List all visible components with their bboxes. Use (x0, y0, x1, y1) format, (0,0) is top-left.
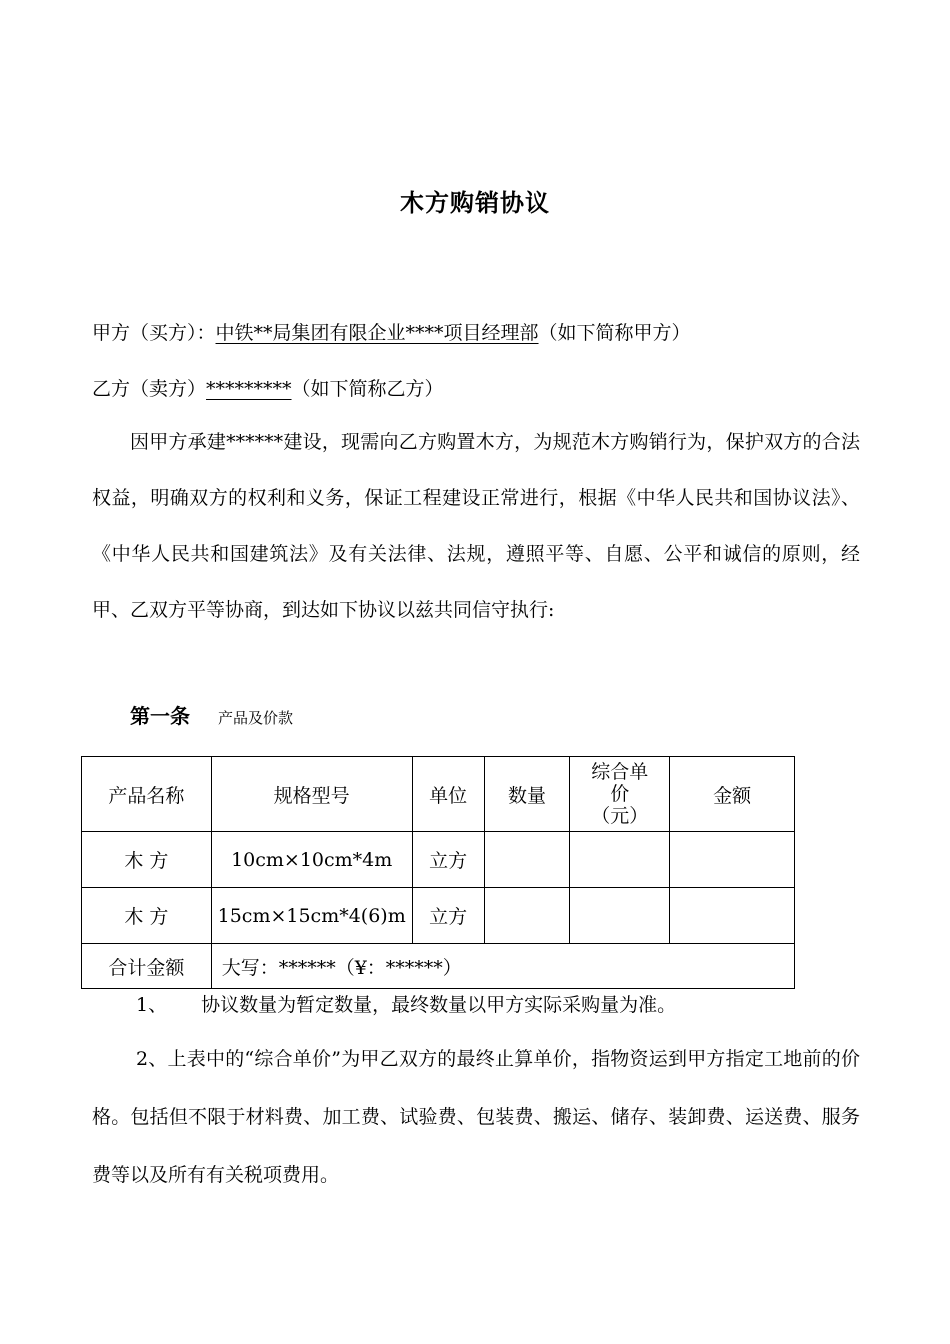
party-b-label: 乙方（卖方） (92, 378, 207, 400)
party-a-label: 甲方（买方）： (92, 322, 216, 344)
cell-amount (670, 888, 795, 944)
party-b-line (92, 374, 444, 401)
header-quantity: 数量 (484, 757, 570, 832)
note-1 (136, 990, 676, 1017)
party-a-name: 中铁**局集团有限企业****项目经理部 (215, 322, 539, 344)
header-product-name: 产品名称 (82, 757, 212, 832)
header-unit-price-line-2: 价 (610, 783, 630, 805)
article-1-number: 第一条 (130, 704, 190, 728)
cell-unit: 立方 (412, 888, 484, 944)
party-b-suffix: （如下简称乙方） (291, 378, 444, 400)
table-row (82, 888, 795, 944)
cell-spec-model: 10cm×10cm*4m (211, 832, 412, 888)
note-1-text: 协议数量为暂定数量，最终数量以甲方实际采购量为准。 (201, 994, 677, 1016)
header-unit: 单位 (412, 757, 484, 832)
total-value: 大写：******（¥：******） (211, 944, 794, 989)
table-header-row (82, 757, 795, 832)
note-2-paragraph: 2、上表中的“综合单价”为甲乙双方的最终止算单价，指物资运到甲方指定工地前的价格。包括但不限于材料费、加工费、试验费、包装费、搬运、储存、装卸费、运送费、服务费等以及所有有关税项费用。 (92, 1048, 860, 1186)
preamble-paragraph: 因甲方承建******建设，现需向乙方购置木方，为规范木方购销行为，保护双方的合法权益，明确双方的权利和义务，保证工程建设正常进行，根据《中华人民共和国协议法》、《中华人民共和国建筑法》及有关法律、法规，遵照平等、自愿、公平和诚信的原则，经甲、乙双方平等协商，到达如下协议以兹共同信守执行: (92, 431, 860, 621)
party-a-line (92, 318, 691, 345)
cell-product-name: 木 方 (82, 832, 212, 888)
total-label: 合计金额 (82, 944, 212, 989)
document-title: 木方购销协议 (400, 189, 550, 217)
cell-amount (670, 832, 795, 888)
note-1-number: 1、 (136, 994, 168, 1016)
article-1-title: 产品及价款 (218, 709, 294, 727)
header-amount: 金额 (670, 757, 795, 832)
article-1-heading (130, 700, 293, 729)
header-unit-price-line-3: （元） (591, 805, 649, 827)
table-total-row (82, 944, 795, 989)
header-unit-price (570, 757, 670, 832)
cell-spec-model: 15cm×15cm*4(6)m (211, 888, 412, 944)
table-row (82, 832, 795, 888)
cell-unit: 立方 (412, 832, 484, 888)
product-price-table (81, 756, 795, 989)
cell-product-name: 木 方 (82, 888, 212, 944)
cell-quantity (484, 888, 570, 944)
party-b-name: ********* (206, 378, 292, 400)
header-spec-model: 规格型号 (211, 757, 412, 832)
cell-unit-price (570, 832, 670, 888)
party-a-suffix: （如下简称甲方） (538, 322, 691, 344)
cell-quantity (484, 832, 570, 888)
cell-unit-price (570, 888, 670, 944)
header-unit-price-line-1: 综合单 (591, 761, 649, 783)
